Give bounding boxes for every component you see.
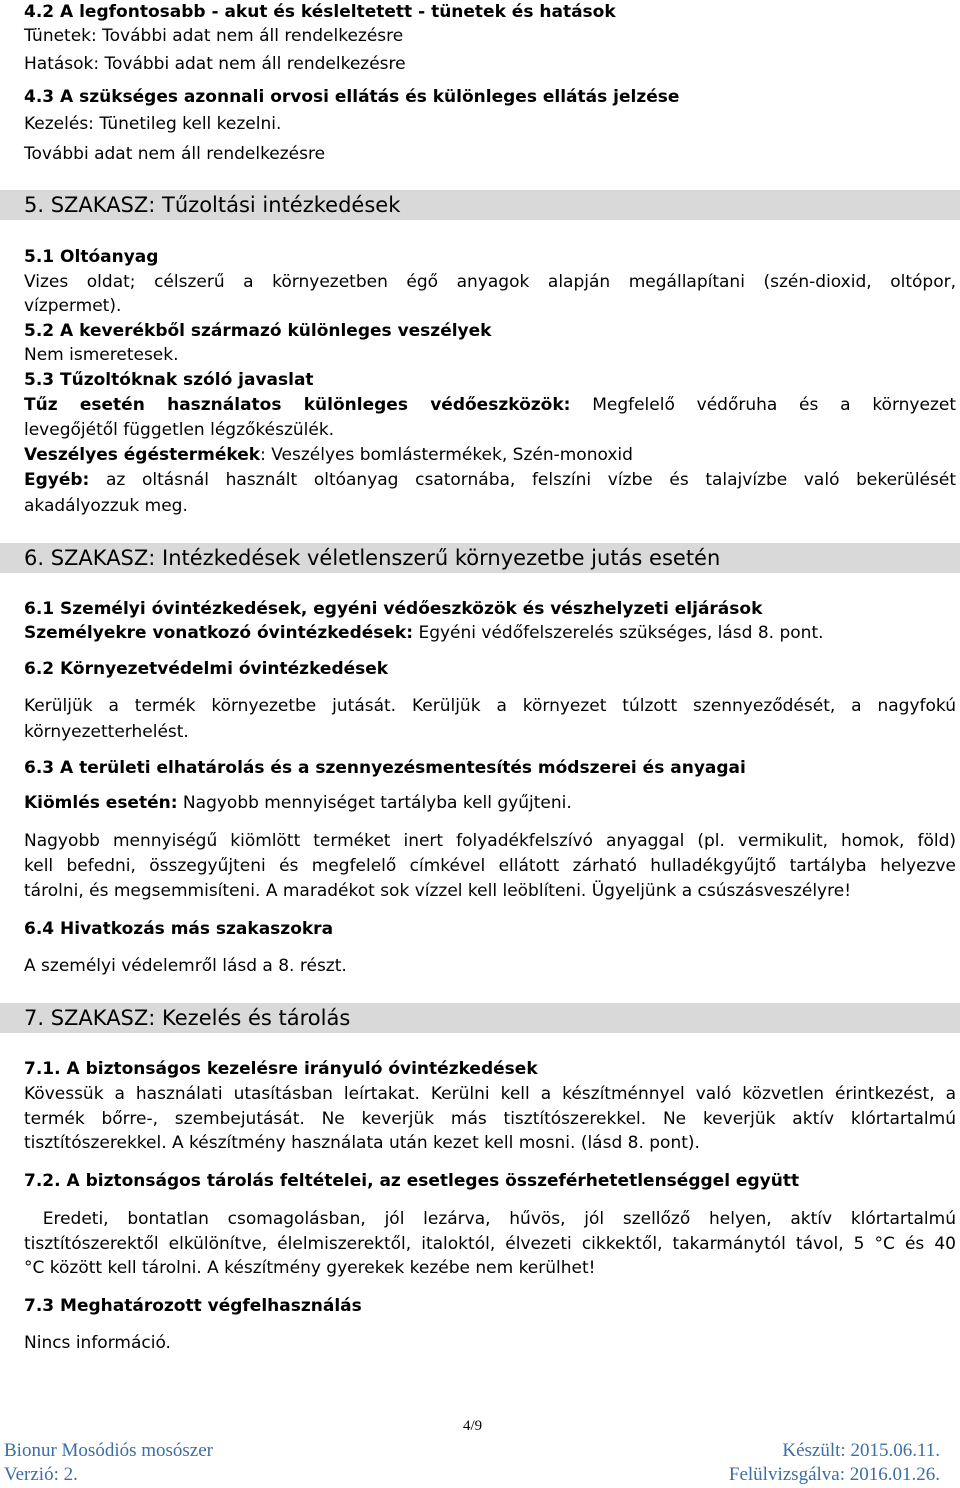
- spill-label: Kiömlés esetén:: [24, 793, 178, 813]
- paragraph-7-1-line-1: Kövessük a használati utasításban leírtakat. Kerülni kell a készítménnyel való közvetlen érintkezést, a: [24, 1084, 956, 1104]
- heading-4-3: 4.3 A szükséges azonnali orvosi ellátás és különleges ellátás jelzése: [24, 87, 680, 107]
- combustion-products-text: : Veszélyes bomlástermékek, Szén-monoxid: [260, 445, 633, 465]
- paragraph-5-3-line-2: levegőjétől független légzőkészülék.: [24, 420, 335, 440]
- combustion-products-label: Veszélyes égéstermékek: [24, 445, 261, 465]
- heading-7-3: 7.3 Meghatározott végfelhasználás: [24, 1296, 362, 1316]
- paragraph-6-3-line-2: Nagyobb mennyiségű kiömlött terméket inert folyadékfelszívó anyaggal (pl. vermikulit, homok, föld): [24, 831, 956, 851]
- paragraph-5-3-line-5: akadályozzuk meg.: [24, 496, 188, 516]
- paragraph-7-2-line-2: tisztítószerektől elkülönítve, élelmiszerektől, italoktól, élvezeti cikkektől, takarmánytól távol, 5 °C és 40: [24, 1234, 956, 1254]
- paragraph-6-1: [24, 621, 824, 645]
- section-6-title: 6. SZAKASZ: Intézkedések véletlenszerű környezetbe jutás esetén: [0, 543, 960, 573]
- heading-6-1: 6.1 Személyi óvintézkedések, egyéni védőeszközök és vészhelyzeti eljárások: [24, 599, 763, 619]
- symptoms-text: Tünetek: További adat nem áll rendelkezésre: [24, 26, 404, 46]
- paragraph-6-3-line-3: kell befedni, összegyűjteni és megfelelő címkével ellátott zárható hulladékgyűjtő tartályba helyezve: [24, 856, 956, 876]
- heading-6-2: 6.2 Környezetvédelmi óvintézkedések: [24, 659, 389, 679]
- paragraph-5-1-line-1: Vizes oldat; célszerű a környezetben égő anyagok alapján megállapítani (szén-dioxid, oltópor,: [24, 272, 956, 292]
- paragraph-5-2: Nem ismeretesek.: [24, 345, 179, 365]
- paragraph-5-3-line-3: [24, 443, 633, 467]
- heading-5-1: 5.1 Oltóanyag: [24, 247, 159, 267]
- footer-version: Verzió: 2.: [4, 1464, 78, 1485]
- heading-7-2: 7.2. A biztonságos tárolás feltételei, az esetleges összeférhetetlenséggel együtt: [24, 1171, 800, 1191]
- paragraph-5-1-line-2: vízpermet).: [24, 296, 122, 316]
- heading-5-2: 5.2 A keverékből származó különleges veszélyek: [24, 321, 492, 341]
- heading-7-1: 7.1. A biztonságos kezelésre irányuló óvintézkedések: [24, 1059, 538, 1079]
- footer-reviewed-date: Felülvizsgálva: 2016.01.26.: [728, 1464, 940, 1485]
- paragraph-7-2-line-1: Eredeti, bontatlan csomagolásban, jól lezárva, hűvös, jól szellőző helyen, aktív klórtartalmú: [24, 1209, 956, 1229]
- footer-created-date: Készült: 2015.06.11.: [782, 1440, 940, 1461]
- paragraph-7-3: Nincs információ.: [24, 1333, 171, 1353]
- personal-precautions-label: Személyekre vonatkozó óvintézkedések:: [24, 623, 414, 643]
- paragraph-6-2-line-2: környezetterhelést.: [24, 722, 189, 742]
- section-5-title: 5. SZAKASZ: Tűzoltási intézkedések: [0, 190, 960, 220]
- spill-text: Nagyobb mennyiséget tartályba kell gyűjteni.: [177, 793, 572, 813]
- treatment-text: Kezelés: Tünetileg kell kezelni.: [24, 114, 282, 134]
- other-label: Egyéb:: [24, 470, 90, 490]
- other-text: az oltásnál használt oltóanyag csatornába, felszíni vízbe és talajvízbe való bekerülését: [89, 470, 956, 490]
- page-number: 4/9: [463, 1418, 483, 1434]
- paragraph-6-2-line-1: Kerüljük a termék környezetbe jutását. Kerüljük a környezet túlzott szennyeződését, a nagyfokú: [24, 696, 956, 716]
- paragraph-6-3-line-4: tárolni, és megsemmisíteni. A maradékot sok vízzel kell leöblíteni. Ügyeljünk a csúszásveszélyre!: [24, 881, 852, 901]
- paragraph-5-3-line-4: [24, 468, 956, 492]
- heading-6-3: 6.3 A területi elhatárolás és a szennyezésmentesítés módszerei és anyagai: [24, 758, 746, 778]
- paragraph-6-4: A személyi védelemről lásd a 8. részt.: [24, 956, 347, 976]
- section-7-title: 7. SZAKASZ: Kezelés és tárolás: [0, 1003, 960, 1033]
- paragraph-7-1-line-2: termék bőrre-, szembejutását. Ne keverjük más tisztítószerekkel. Ne keverjük aktív klórtartalmú: [24, 1109, 956, 1129]
- protective-equipment-label: Tűz esetén használatos különleges védőeszközök:: [24, 395, 571, 415]
- effects-text: Hatások: További adat nem áll rendelkezésre: [24, 54, 406, 74]
- paragraph-7-2-line-3: °C között kell tárolni. A készítmény gyerekek kezébe nem kerülhet!: [24, 1258, 596, 1278]
- heading-6-4: 6.4 Hivatkozás más szakaszokra: [24, 919, 334, 939]
- paragraph-6-3-line-1: [24, 791, 572, 815]
- footer-product-name: Bionur Mosódiós mosószer: [4, 1440, 213, 1461]
- no-data-text: További adat nem áll rendelkezésre: [24, 144, 326, 164]
- paragraph-7-1-line-3: tisztítószerekkel. A készítmény használata után kezet kell mosni. (lásd 8. pont).: [24, 1133, 700, 1153]
- protective-equipment-text: Megfelelő védőruha és a környezet: [570, 395, 956, 415]
- heading-5-3: 5.3 Tűzoltóknak szóló javaslat: [24, 370, 314, 390]
- personal-precautions-text: Egyéni védőfelszerelés szükséges, lásd 8. pont.: [413, 623, 824, 643]
- heading-4-2: 4.2 A legfontosabb - akut és késleltetett - tünetek és hatások: [24, 2, 616, 22]
- paragraph-5-3-line-1: [24, 393, 956, 417]
